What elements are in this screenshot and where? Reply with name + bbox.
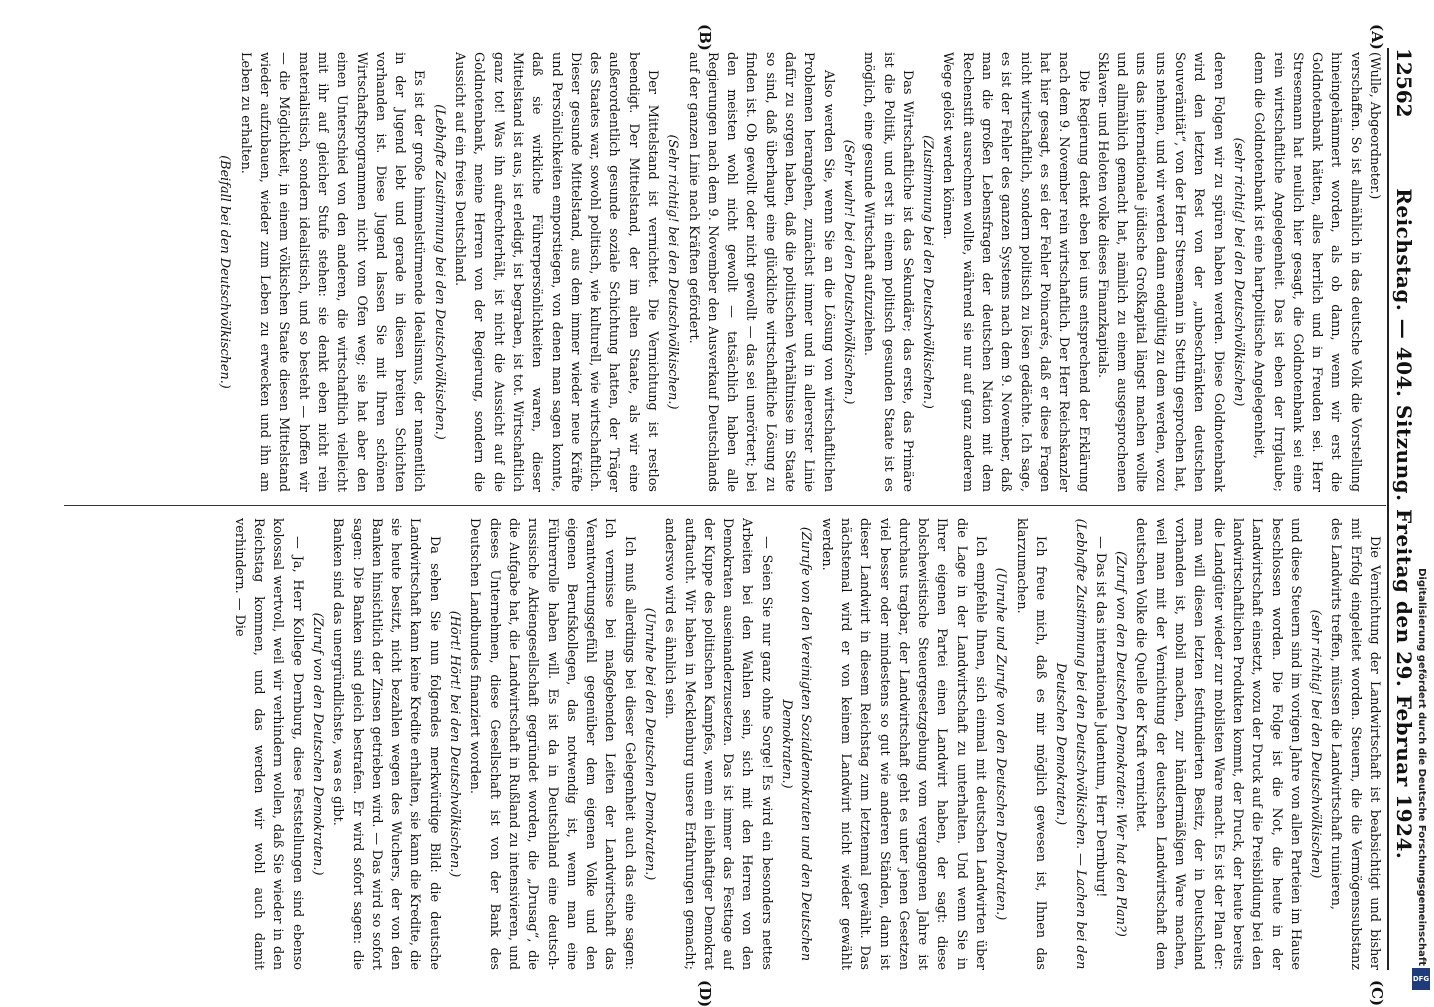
interjection: (Lebhafte Zustimmung bei den Deutschvölkischen. — Lachen bei den Deutschen Demokraten.)	[1053, 518, 1088, 970]
dfg-logo: DFG	[1412, 968, 1430, 990]
margin-marker-d: (D)	[696, 980, 714, 1007]
interjection: (sehr richtig! bei den Deutschvölkischen)	[1230, 137, 1246, 407]
page-number: 12562	[1392, 48, 1416, 118]
paragraph: deren Folgen wir zu spüren haben werden. Diese Goldnotenbank wird den letzten Rest von der „unbeschränkten deutschen Souveränität“, von der Herr Stresemann in Stettin gesprochen hat, uns nehmen, und wir werden dann endgültig zu dem werden, wozu uns das internationale jüdische Großkapital längst machen wollte und allmählich gemacht hat, nämlich zu einem ausgesprochenen Sklaven- und Heloten volke dieses Finanzkapitals.	[1094, 52, 1226, 492]
paragraph: Ich empfehle Ihnen, sich einmal mit deutschen Landwirten über die Lage in der Landwirtschaft zu unterhalten. Und wenn Sie in Ihrer eigenen Partei einen Landwirt haben, der sagt: diese bolschewistische Steuergesetzgebung vom vergangenen Jahre ist durchaus tragbar, der Landwirtschaft geht es unter jenen Gesetzen viel besser oder mindestens so gut wie anderen Ständen, dann ist dieser Landwirt in diesem Reichstag zum letztenmal gewählt. Das nächstemal wird er von keinem Landwirt nicht wieder gewählt werden.	[818, 518, 989, 970]
interjection: (Zurufe von den Vereinigten Sozialdemokraten und den Deutschen Demokraten.)	[779, 526, 814, 962]
interjection: (Sehr wahr! bei den Deutschvölkischen.)	[840, 139, 856, 405]
interjection: (Unruhe bei den Deutschen Demokraten.)	[642, 607, 658, 881]
margin-marker-a: (A)	[1368, 24, 1386, 50]
interjection: (Zuruf von den Deutschen Demokraten: Wer hat den Plan?)	[1113, 551, 1129, 937]
paragraph: Es ist der große himmelstürmende Idealismus, der namentlich in der Jugend lebt und gerade in diesen breiten Schichten vorhanden ist. Diese Jugend lassen Sie mit Ihren schönen Wirtschaftsprogrammen nicht vom Ofen weg; sie hat aber den einen Unterschied von den anderen, die wirtschaftlich vielleicht mit ihr auf gleicher Stufe stehen: sie denkt eben nicht rein materialistisch, sondern idealistisch, und so besteht — hoffen wir — die Möglichkeit, in einem völkischen Staate diesen Mittelstand wieder aufzubauen, wieder zum Leben zu erwecken und ihn am Leben zu erhalten.	[237, 52, 427, 492]
left-column	[70, 52, 1384, 492]
paragraph: Die Regierung denkt eben bei uns entsprechend der Erklärung nach dem 9. November rein wirtschaftlich. Der Herr Reichskanzler hat hier gesagt, es sei der Fehler Poincarés, daß er diese Fragen nicht wirtschaftlich, sondern politisch zu lösen gedächte. Ich sage, es ist der Fehler des ganzen Systems nach dem 9. November, daß man die großen Lebensfragen der deutschen Nation mit dem Rechenstift ausrechnen wollte, während sie nur auf ganz anderem Wege gelöst werden können.	[940, 52, 1091, 492]
paragraph: — Ja, Herr Kollege Dernburg, diese Feststellungen sind ebenso kolossal wertvoll, weil wir verhindern wollen, daß Sie wieder in den Reichstag kommen, und das werden wir wohl auch damit verhindern. — Die	[231, 518, 305, 970]
margin-marker-c: (C)	[1368, 980, 1386, 1007]
paragraph: Ich freue mich, daß es mir möglich gewesen ist, Ihnen das klarzumachen.	[1013, 518, 1048, 970]
speaker-line: (Wulle, Abgeordneter.)	[1367, 52, 1382, 200]
paragraph: Also werden Sie, wenn Sie an die Lösung von wirtschaftlichen Problemen herangehen, zunächst immer und in allererster Linie dafür zu sorgen haben, daß die politischen Verhältnisse im Staate so sind, daß überhaupt eine glückliche wirtschaftliche Lösung zu finden ist. Ob gewollt oder nicht gewollt — das sei unerörtert; bei den meisten wohl nicht gewollt — tatsächlich haben alle Regierungen nach dem 9. November den Ausverkauf Deutschlands auf der ganzen Linie nach Kräften gefördert.	[685, 52, 836, 492]
interjection: (Hört! Hört! bei den Deutschvölkischen.)	[447, 610, 463, 878]
interjection: (Unruhe und Zurufe von den Deutschen Demokraten.)	[993, 567, 1009, 921]
paragraph: Das Wirtschaftliche ist das Sekundäre; das erste, das Primäre ist die Politik, und erst in einem politisch gesunden Staate ist es möglich, eine gesunde Wirtschaft aufzuziehen.	[861, 52, 915, 492]
paragraph: Da sehen Sie nun folgendes merkwürdige Bild: die deutsche Landwirtschaft kann keine Kredite erhalten, sie kann die Kredite, die sie heute besitzt, nicht bezahlen wegen des Wuchers, der von den Banken hinsichtlich der Zinsen getrieben wird. — Das wird so sofort sagen: Die Banken sind gleich bestrafen. Er wird sofort sagen: die Banken sind das unergründlichste, was es gibt.	[330, 518, 442, 970]
paragraph: — Das ist das internationale Judentum, Herr Dernburg!	[1092, 536, 1108, 898]
page-title: Reichstag. — 404. Sitzung. Freitag den 29. Februar 1924.	[1392, 188, 1416, 860]
paragraph: Der Mittelstand ist vernichtet. Die Vernichtung ist restlos beendigt. Der Mittelstand, der im alten Staate, als wir eine außerordentlich gesunde soziale Schichtung hatten, der Träger des Staates war, sowohl politisch, wie kulturell, wie wirtschaftlich. Dieser gesunde Mittelstand, aus dem immer wieder neue Kräfte und Persönlichkeiten emporstiegen, von denen man sagen konnte, daß sie wirkliche Führerpersönlichkeiten waren, dieser Mittelstand ist aus, ist erledigt, ist begraben, ist tot. Wirtschaftlich ganz tot! Was ihn aufrechterhält, ist nicht die Aussicht auf die Goldnotenbank, meine Herren von der Regierung, sondern die Aussicht auf ein freies Deutschland.	[452, 52, 661, 492]
paragraph: Die Vernichtung der Landwirtschaft ist beabsichtigt und bisher mit Erfolg eingeleitet worden. Steuern, die die Vermögenssubstanz des Landwirts treffen, müssen die Landwirtschaft ruinieren,	[1328, 518, 1382, 970]
interjection: (Zustimmung bei den Deutschvölkischen.)	[920, 135, 936, 409]
digitization-note	[1408, 0, 1434, 1000]
paragraph: — Seien Sie nur ganz ohne Sorge! Es wird ein besonders nettes Arbeiten bei den Wahlen sein, sich mit den Herren von den Demokraten auseinanderzusetzen. Das ist immer das Festtage auf der Kuppe des politischen Kampfes, wenn ein leibhaftiger Demokrat auftaucht. Wir haben in Mecklenburg unsere Erfahrungen gemacht; anderswo wird es ähnlich sein.	[662, 518, 774, 970]
interjection: (Sehr richtig! bei den Deutschvölkischen.)	[665, 134, 681, 410]
interjection: (sehr richtig! bei den Deutschvölkischen)	[1308, 609, 1324, 879]
interjection: (Zuruf von den Deutschen Demokraten.)	[309, 612, 325, 876]
interjection: (Beifall bei den Deutschvölkischen.)	[217, 155, 233, 389]
column-divider	[64, 505, 1386, 506]
digitization-note-text: Digitalisierung gefördert durch die Deutsche Forschungsgemeinschaft	[1416, 568, 1427, 966]
paragraph: verschaffen. So ist allmählich in das deutsche Volk die Vorstellung hineingehämmert worden, als ob dann, wenn wir erst die Goldnotenbank hätten, alles herrlich und in Freuden sei. Herr Stresemann hat neulich hier gesagt, die Goldnotenbank sei eine rein wirtschaftliche Angelegenheit. Das ist eben der Irrglaube; denn die Goldnotenbank ist eine hartpolitische Angelegenheit,	[1251, 52, 1363, 492]
margin-marker-b: (B)	[696, 24, 714, 51]
paragraph: Ich muß allerdings bei dieser Gelegenheit auch das eine sagen: Ich vermisse bei maßgebenden Leiten der Landwirtschaft das Verantwortungsgefühl gegenüber dem eigenen Volke und den eigenen Berufskollegen, das notwendig ist, wenn man eine Führerrolle haben will. Es ist da in Deutschland eine deutsch-russische Aktiengesellschaft gegründet worden, die „Drusag“, die die Aufgabe hat, die Landwirtschaft in Rußland zu intensivieren, und dieses Unternehmen, diese Gesellschaft ist von der Bank des Deutschen Landbundes finanziert worden.	[467, 518, 637, 970]
paragraph: und diese Steuern sind im vorigen Jahre von allen Parteien im Hause beschlossen worden. Die Folge ist die Not, die heute in der Landwirtschaft einsetzt, wozu der Druck auf die Preisbildung bei den landwirtschaftlichen Produkten kommt, der Druck, der heute bereits die Landgüter wieder zur mobilsten Ware macht. Es ist der Plan der: man will diesen letzten festfundierten Besitz, der in Deutschland vorhanden ist, mobil machen, zur händlermäßigen Ware machen, weil man mit der Vernichtung der deutschen Landwirtschaft dem deutschen Volke die Quelle der Kraft vernichtet.	[1133, 518, 1303, 970]
right-column	[70, 518, 1384, 970]
interjection: (Lebhafte Zustimmung bei den Deutschvölkischen.)	[431, 104, 447, 440]
